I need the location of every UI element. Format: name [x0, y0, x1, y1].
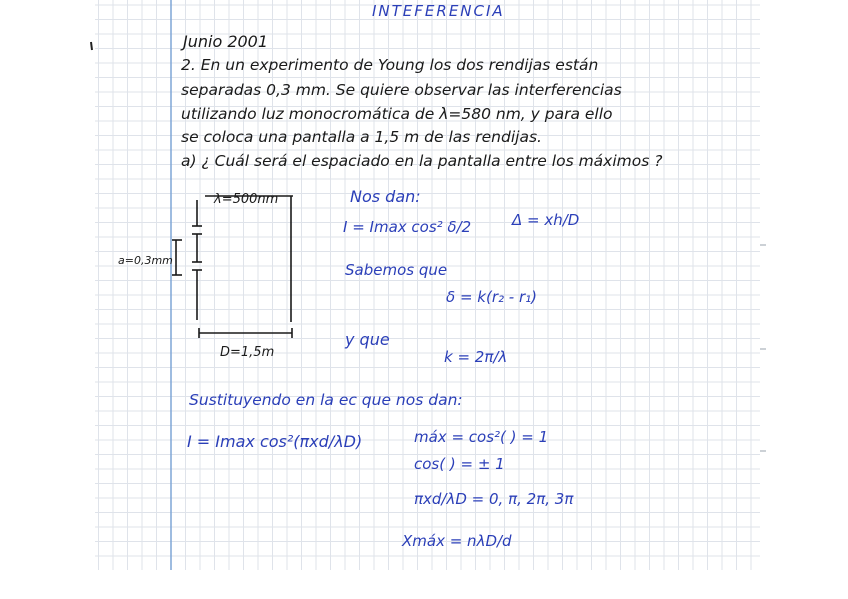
- lambda-label: λ=500nm: [214, 192, 279, 207]
- delta-equation: Δ = xh/D: [512, 211, 580, 229]
- nos-dan-label: Nos dan:: [350, 187, 421, 206]
- problem-line: a) ¿ Cuál será el espaciado en la pantalla entre los máximos ?: [181, 152, 663, 170]
- problem-line: 2. En un experimento de Young los dos rendijas están: [181, 56, 599, 74]
- y-que-label: y que: [345, 330, 390, 349]
- problem-line: separadas 0,3 mm. Se quiere observar las interferencias: [181, 81, 622, 99]
- sabemos-label: Sabemos que: [345, 261, 448, 279]
- young-diagram: [172, 196, 293, 338]
- stray-mark: [91, 42, 92, 50]
- cos-condition: cos( ) = ± 1: [414, 455, 505, 473]
- slit-separation-label: a=0,3mm: [118, 254, 173, 267]
- edge-ticks: [760, 245, 766, 451]
- sustituyendo-label: Sustituyendo en la ec que nos dan:: [189, 391, 463, 409]
- max-condition: máx = cos²( ) = 1: [414, 428, 549, 446]
- substituted-equation: I = Imax cos²(πxd/λD): [187, 432, 363, 451]
- solution: [187, 187, 579, 550]
- intensity-equation: I = Imax cos² δ/2: [343, 218, 472, 236]
- k-equation: k = 2π/λ: [444, 348, 508, 366]
- problem-line: se coloca una pantalla a 1,5 m de las rendijas.: [181, 128, 542, 146]
- values-equation: πxd/λD = 0, π, 2π, 3π: [414, 490, 574, 508]
- page-title: INTEFERENCIA: [372, 2, 505, 20]
- xmax-equation: Xmáx = nλD/d: [402, 532, 512, 550]
- phase-equation: δ = k(r₂ - r₁): [446, 288, 537, 306]
- problem-statement: [181, 56, 662, 170]
- problem-line: utilizando luz monocromática de λ=580 nm, y para ello: [181, 105, 613, 123]
- date-label: Junio 2001: [183, 32, 269, 51]
- distance-label: D=1,5m: [220, 345, 275, 360]
